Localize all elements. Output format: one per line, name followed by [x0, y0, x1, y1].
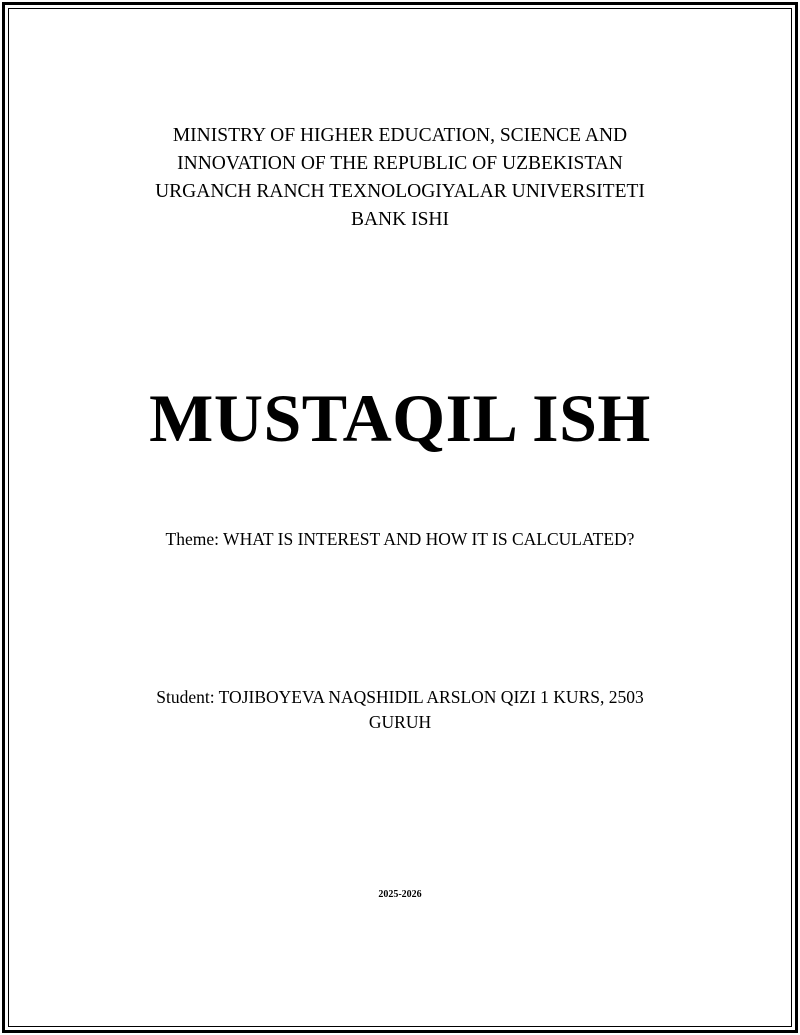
header-line-department: BANK ISHI: [350, 209, 450, 230]
header-line-ministry: MINISTRY OF HIGHER EDUCATION, SCIENCE AND: [172, 125, 628, 146]
academic-year: 2025-2026: [378, 889, 422, 900]
student-info: Student: TOJIBOYEVA NAQSHIDIL ARSLON QIZI 1 KURS, 2503 GURUH: [156, 687, 644, 732]
header-line-republic: INNOVATION OF THE REPUBLIC OF UZBEKISTAN: [177, 153, 623, 174]
institution-header: [0, 122, 800, 234]
document-title: MUSTAQIL ISH: [149, 380, 651, 456]
header-line-university: URGANCH RANCH TEXNOLOGIYALAR UNIVERSITETI: [155, 181, 645, 202]
theme-line: Theme: WHAT IS INTEREST AND HOW IT IS CALCULATED?: [165, 529, 635, 549]
